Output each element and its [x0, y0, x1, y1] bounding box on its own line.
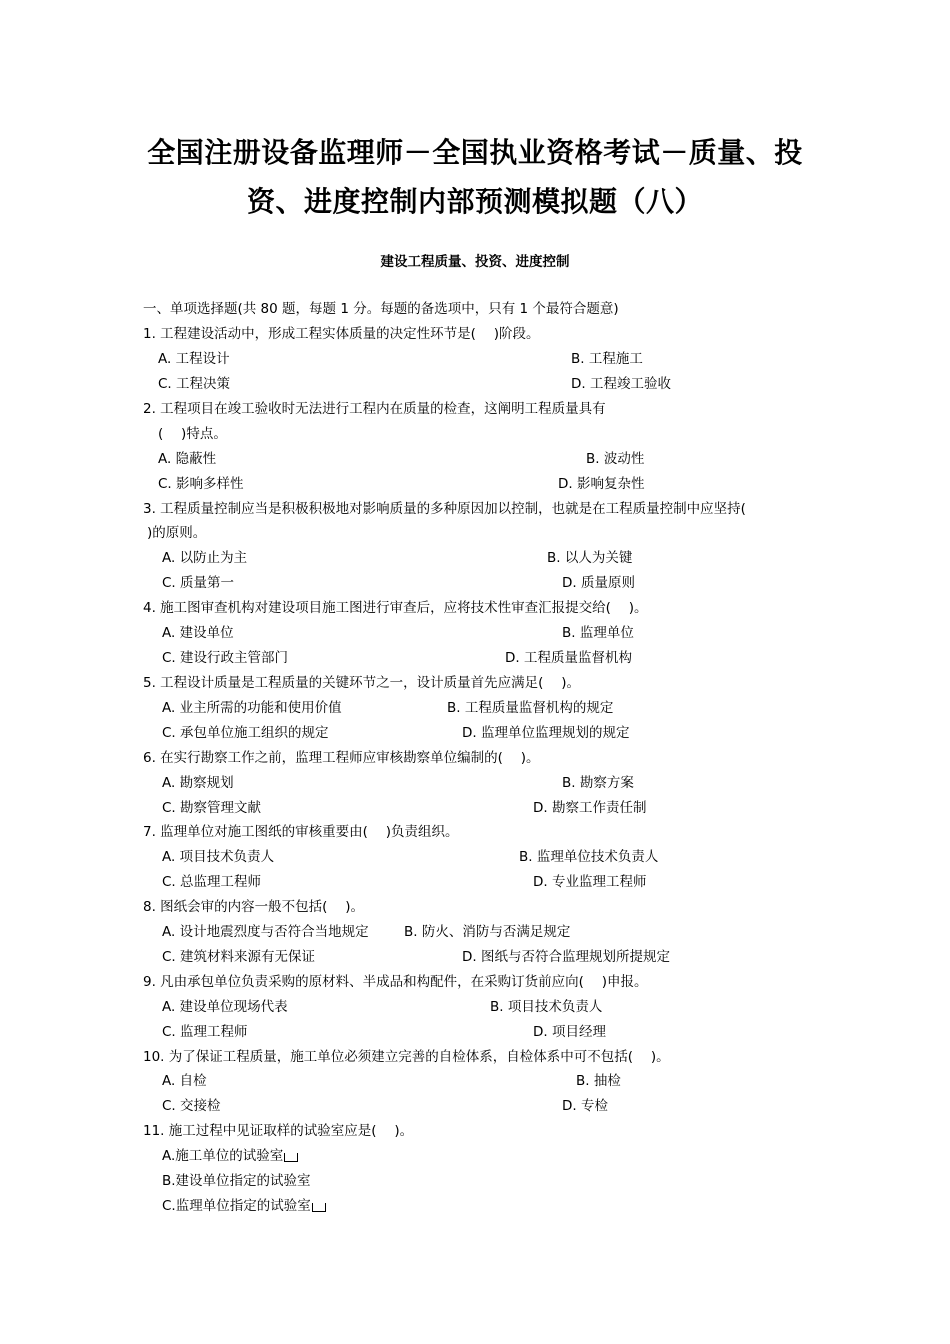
question-8-stem: 8. 图纸会审的内容一般不包括( )。 [143, 899, 364, 915]
question-1-option-b: B. 工程施工 [571, 351, 643, 367]
question-5-stem: 5. 工程设计质量是工程质量的关键环节之一，设计质量首先应满足( )。 [143, 675, 580, 691]
question-4-option-d: D. 工程质量监督机构 [505, 650, 632, 666]
question-10-option-b: B. 抽检 [576, 1073, 621, 1089]
question-1-option-a: A. 工程设计 [158, 351, 230, 367]
question-7-stem: 7. 监理单位对施工图纸的审核重要由( )负责组织。 [143, 824, 459, 840]
question-5-option-d: D. 监理单位监理规划的规定 [462, 725, 630, 741]
question-4-option-b: B. 监理单位 [562, 625, 634, 641]
question-4-option-a: A. 建设单位 [162, 625, 234, 641]
question-3-option-a: A. 以防止为主 [162, 550, 248, 566]
question-8-option-c: C. 建筑材料来源有无保证 [162, 949, 316, 965]
question-2-option-b: B. 波动性 [586, 451, 645, 467]
question-6-option-a: A. 勘察规划 [162, 775, 234, 791]
question-3-option-b: B. 以人为关键 [547, 550, 633, 566]
question-3-option-d: D. 质量原则 [562, 575, 635, 591]
question-1-option-d: D. 工程竣工验收 [571, 376, 671, 392]
question-2-option-d: D. 影响复杂性 [558, 476, 645, 492]
question-9-option-b: B. 项目技术负责人 [490, 999, 603, 1015]
question-8-option-a: A. 设计地震烈度与否符合当地规定 [162, 924, 369, 940]
question-8-option-b: B. 防火、消防与否满足规定 [404, 924, 571, 940]
question-11-option-c: C.监理单位指定的试验室 [162, 1198, 311, 1214]
question-9-stem: 9. 凡由承包单位负责采购的原材料、半成品和构配件，在采购订货前应向( )申报。 [143, 974, 648, 990]
question-6-option-b: B. 勘察方案 [562, 775, 634, 791]
question-6-option-c: C. 勘察管理文献 [162, 800, 262, 816]
question-1-stem: 1. 工程建设活动中，形成工程实体质量的决定性环节是( )阶段。 [143, 326, 540, 342]
question-7-option-c: C. 总监理工程师 [162, 874, 262, 890]
document-title-line-2: 资、进度控制内部预测模拟题（八） [246, 185, 703, 218]
question-2-stem: 2. 工程项目在竣工验收时无法进行工程内在质量的检查，这阐明工程质量具有 [143, 401, 606, 417]
question-7-option-b: B. 监理单位技术负责人 [519, 849, 659, 865]
question-7-option-d: D. 专业监理工程师 [533, 874, 647, 890]
question-11-option-b: B.建设单位指定的试验室 [162, 1173, 311, 1189]
question-2-option-a: A. 隐蔽性 [158, 451, 217, 467]
question-5-option-c: C. 承包单位施工组织的规定 [162, 725, 329, 741]
question-2-stem-continued: ( )特点。 [158, 426, 227, 442]
question-8-option-d: D. 图纸与否符合监理规划所提规定 [462, 949, 670, 965]
question-4-option-c: C. 建设行政主管部门 [162, 650, 289, 666]
question-3-stem: 3. 工程质量控制应当是积极积极地对影响质量的多种原因加以控制，也就是在工程质量控制中应坚持( [143, 501, 746, 517]
question-11-stem: 11. 施工过程中见证取样的试验室应是( )。 [143, 1123, 414, 1139]
document-title-line-1: 全国注册设备监理师－全国执业资格考试－质量、投 [147, 136, 803, 169]
question-10-stem: 10. 为了保证工程质量，施工单位必须建立完善的自检体系，自检体系中可不包括( )。 [143, 1049, 670, 1065]
question-11-option-a-row [162, 1146, 298, 1166]
space-mark-icon [284, 1153, 298, 1162]
question-9-option-d: D. 项目经理 [533, 1024, 606, 1040]
question-4-stem: 4. 施工图审查机构对建设项目施工图进行审查后，应将技术性审查汇报提交给( )。 [143, 600, 648, 616]
question-10-option-c: C. 交接检 [162, 1098, 221, 1114]
question-9-option-c: C. 监理工程师 [162, 1024, 248, 1040]
question-5-option-b: B. 工程质量监督机构的规定 [447, 700, 614, 716]
section-heading: 一、单项选择题(共 80 题，每题 1 分。每题的备选项中，只有 1 个最符合题意) [143, 301, 619, 317]
question-6-stem: 6. 在实行勘察工作之前，监理工程师应审核勘察单位编制的( )。 [143, 750, 540, 766]
question-11-option-c-row [162, 1196, 326, 1216]
question-3-option-c: C. 质量第一 [162, 575, 235, 591]
question-10-option-d: D. 专检 [562, 1098, 608, 1114]
question-9-option-a: A. 建设单位现场代表 [162, 999, 288, 1015]
space-mark-icon [312, 1203, 326, 1212]
question-11-option-a: A.施工单位的试验室 [162, 1148, 284, 1164]
question-7-option-a: A. 项目技术负责人 [162, 849, 275, 865]
question-6-option-d: D. 勘察工作责任制 [533, 800, 647, 816]
question-3-stem-continued: )的原则。 [147, 525, 207, 541]
question-1-option-c: C. 工程决策 [158, 376, 231, 392]
question-5-option-a: A. 业主所需的功能和使用价值 [162, 700, 342, 716]
document-subtitle: 建设工程质量、投资、进度控制 [380, 254, 570, 270]
question-2-option-c: C. 影响多样性 [158, 476, 244, 492]
question-10-option-a: A. 自检 [162, 1073, 207, 1089]
